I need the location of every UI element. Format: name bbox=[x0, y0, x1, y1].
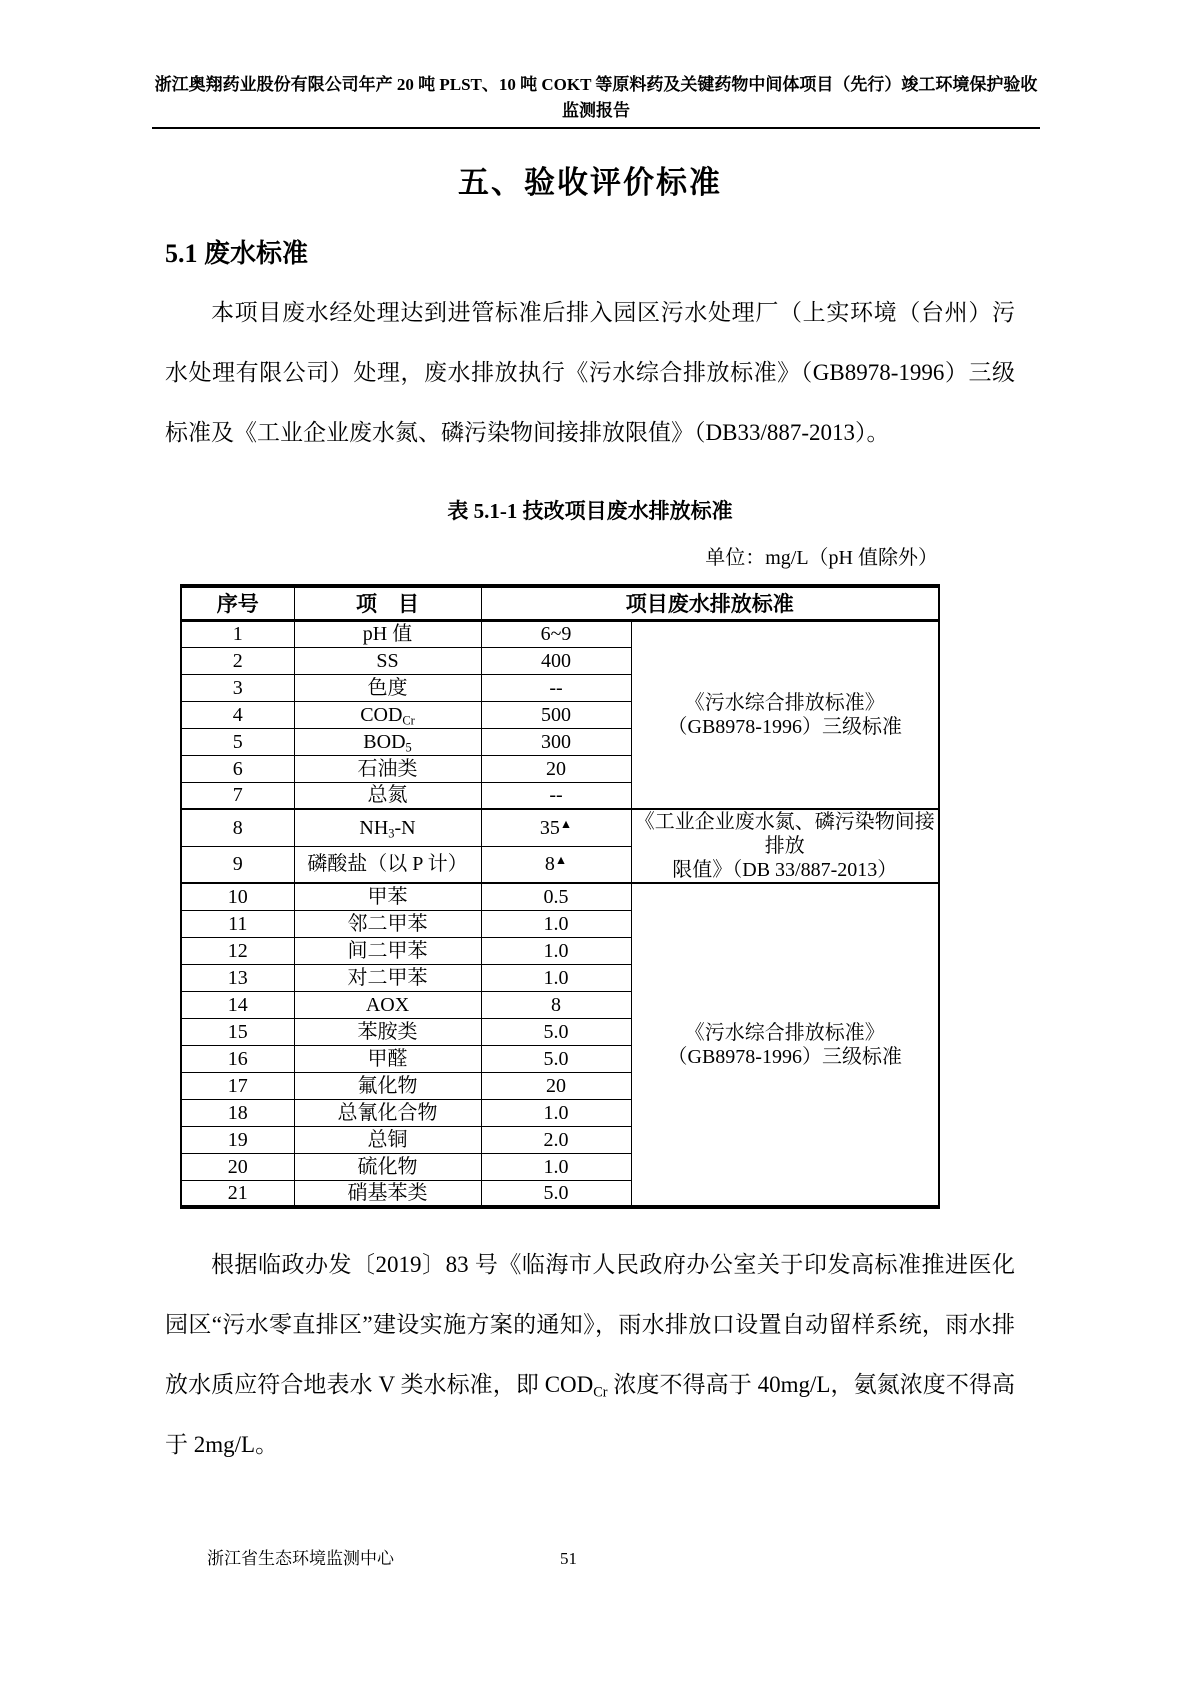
value-cell bbox=[481, 1045, 631, 1072]
value-cell bbox=[481, 1018, 631, 1045]
text-segment: -- bbox=[549, 676, 563, 699]
item-cell bbox=[294, 809, 481, 846]
standard-line: 《污水综合排放标准》 bbox=[684, 691, 885, 714]
index-cell: 9 bbox=[181, 846, 294, 883]
sub-text: 5 bbox=[405, 740, 412, 755]
sub-text: 3 bbox=[388, 826, 395, 841]
item-cell bbox=[294, 910, 481, 937]
item-cell bbox=[294, 620, 481, 647]
paragraph-rainwater bbox=[165, 1235, 1015, 1475]
value-cell bbox=[481, 755, 631, 782]
text-segment: 35 bbox=[539, 816, 560, 839]
text-segment: 总铜 bbox=[367, 1128, 408, 1151]
value-cell bbox=[481, 910, 631, 937]
value-cell bbox=[481, 937, 631, 964]
item-cell bbox=[294, 846, 481, 883]
standard-line: 限值》（DB 33/887-2013） bbox=[672, 859, 898, 881]
text-segment: 甲苯 bbox=[367, 885, 408, 908]
item-cell bbox=[294, 883, 481, 910]
text-segment: SS bbox=[376, 649, 399, 672]
item-cell bbox=[294, 1153, 481, 1180]
text-segment: 1.0 bbox=[543, 912, 569, 935]
standard-cell bbox=[631, 809, 939, 883]
page-content bbox=[165, 161, 1015, 1475]
value-cell bbox=[481, 1153, 631, 1180]
sub-text: Cr bbox=[402, 713, 415, 728]
value-cell bbox=[481, 1126, 631, 1153]
index-cell: 15 bbox=[181, 1018, 294, 1045]
sup-text: ▲ bbox=[554, 853, 568, 868]
standard-line: 《工业企业废水氮、磷污染物间接排放 bbox=[634, 811, 935, 857]
standard-line: 《污水综合排放标准》 bbox=[684, 1021, 885, 1044]
index-cell: 18 bbox=[181, 1099, 294, 1126]
text-segment: 硝基苯类 bbox=[347, 1181, 428, 1204]
value-cell bbox=[481, 728, 631, 755]
item-cell bbox=[294, 674, 481, 701]
value-cell bbox=[481, 782, 631, 809]
footer-organization: 浙江省生态环境监测中心 bbox=[207, 1549, 394, 1568]
text-segment: 浓度不得高于 40mg/L，氨氮浓度不得高于 2mg/L。 bbox=[165, 1372, 1015, 1457]
text-segment: 1.0 bbox=[543, 1101, 569, 1124]
table-row bbox=[181, 809, 939, 846]
text-segment: 20 bbox=[546, 757, 566, 780]
text-segment: pH 值 bbox=[362, 623, 413, 645]
index-cell: 5 bbox=[181, 728, 294, 755]
text-segment: 色度 bbox=[367, 676, 408, 699]
text-segment: COD bbox=[360, 703, 403, 726]
text-segment: 硫化物 bbox=[357, 1155, 418, 1178]
index-cell: 7 bbox=[181, 782, 294, 809]
text-segment: 1.0 bbox=[543, 939, 569, 962]
index-cell: 19 bbox=[181, 1126, 294, 1153]
text-segment: 6~9 bbox=[540, 623, 572, 645]
text-segment: 1.0 bbox=[543, 1155, 569, 1178]
text-segment: 根据临政办发〔2019〕83 号《临海市人民政府办公室关于印发高标准推进医化园区“污水零直排区”建设实施方案的通知》，雨水排放口设置自动留样系统，雨水排放水质应符合地表水 V 类水标准，即 COD bbox=[165, 1252, 1015, 1397]
table-body bbox=[181, 620, 939, 1207]
index-cell: 13 bbox=[181, 964, 294, 991]
table-row bbox=[181, 620, 939, 647]
item-cell bbox=[294, 1018, 481, 1045]
text-segment: 20 bbox=[546, 1074, 566, 1097]
item-cell bbox=[294, 1072, 481, 1099]
index-cell: 21 bbox=[181, 1180, 294, 1207]
text-segment: 磷酸盐（以 P 计） bbox=[307, 853, 468, 876]
index-cell: 3 bbox=[181, 674, 294, 701]
paragraph-intro bbox=[165, 283, 1015, 463]
index-cell: 10 bbox=[181, 883, 294, 910]
text-segment: AOX bbox=[365, 993, 410, 1016]
text-segment: 苯胺类 bbox=[357, 1020, 418, 1043]
value-cell bbox=[481, 674, 631, 701]
value-cell bbox=[481, 647, 631, 674]
item-cell bbox=[294, 1126, 481, 1153]
index-cell: 6 bbox=[181, 755, 294, 782]
text-segment: 间二甲苯 bbox=[347, 939, 428, 962]
text-segment: -N bbox=[394, 816, 416, 839]
text-segment: 对二甲苯 bbox=[347, 966, 428, 989]
text-segment: 总氰化合物 bbox=[337, 1101, 438, 1124]
text-segment: 5.0 bbox=[543, 1181, 569, 1204]
index-cell: 8 bbox=[181, 809, 294, 846]
table-header bbox=[181, 586, 939, 620]
index-cell: 11 bbox=[181, 910, 294, 937]
value-cell bbox=[481, 809, 631, 846]
value-cell bbox=[481, 1099, 631, 1126]
index-cell: 17 bbox=[181, 1072, 294, 1099]
index-cell: 1 bbox=[181, 620, 294, 647]
item-cell bbox=[294, 782, 481, 809]
item-cell bbox=[294, 1099, 481, 1126]
index-cell: 20 bbox=[181, 1153, 294, 1180]
text-segment: 邻二甲苯 bbox=[347, 912, 428, 935]
sup-text: ▲ bbox=[559, 816, 573, 831]
text-segment: 甲醛 bbox=[367, 1047, 408, 1070]
item-cell bbox=[294, 1180, 481, 1207]
running-header: 浙江奥翔药业股份有限公司年产 20 吨 PLST、10 吨 COKT 等原料药及关键药物中间体项目（先行）竣工环境保护验收监测报告 bbox=[154, 75, 1038, 120]
index-cell: 2 bbox=[181, 647, 294, 674]
text-segment: 本项目废水经处理达到进管标准后排入园区污水处理厂（上实环境（台州）污水处理有限公司）处理，废水排放执行《污水综合排放标准》（GB8978-1996）三级标准及《工业企业废水氮、磷污染物间接排放限值》（DB33/887-2013）。 bbox=[165, 300, 1015, 445]
page-title: 五、验收评价标准 bbox=[458, 165, 722, 200]
sub-text: Cr bbox=[593, 1384, 608, 1401]
table-header-row bbox=[181, 586, 939, 620]
item-cell bbox=[294, 937, 481, 964]
item-cell bbox=[294, 701, 481, 728]
value-cell bbox=[481, 620, 631, 647]
unit-note: 单位：mg/L（pH 值除外） bbox=[705, 547, 938, 569]
index-cell: 14 bbox=[181, 991, 294, 1018]
section-heading: 5.1 废水标准 bbox=[165, 239, 309, 268]
text-segment: BOD bbox=[363, 730, 406, 753]
item-cell bbox=[294, 755, 481, 782]
text-segment: 500 bbox=[541, 703, 571, 726]
text-segment: 总氮 bbox=[367, 784, 408, 807]
standard-cell bbox=[631, 620, 939, 809]
table-row bbox=[181, 883, 939, 910]
value-cell bbox=[481, 846, 631, 883]
text-segment: -- bbox=[549, 784, 563, 807]
header-cell-item: 项 目 bbox=[294, 586, 481, 620]
text-segment: 8 bbox=[551, 993, 561, 1016]
standards-table bbox=[180, 584, 940, 1209]
item-cell bbox=[294, 647, 481, 674]
header-cell-index: 序号 bbox=[181, 586, 294, 620]
text-segment: 2.0 bbox=[543, 1128, 569, 1151]
text-segment: 5.0 bbox=[543, 1047, 569, 1070]
value-cell bbox=[481, 701, 631, 728]
standard-cell bbox=[631, 883, 939, 1207]
text-segment: 400 bbox=[541, 649, 571, 672]
text-segment: 1.0 bbox=[543, 966, 569, 989]
index-cell: 4 bbox=[181, 701, 294, 728]
value-cell bbox=[481, 964, 631, 991]
standard-line: （GB8978-1996）三级标准 bbox=[667, 715, 902, 738]
item-cell bbox=[294, 1045, 481, 1072]
text-segment: 5.0 bbox=[543, 1020, 569, 1043]
index-cell: 16 bbox=[181, 1045, 294, 1072]
value-cell bbox=[481, 1072, 631, 1099]
item-cell bbox=[294, 728, 481, 755]
value-cell bbox=[481, 991, 631, 1018]
standard-line: （GB8978-1996）三级标准 bbox=[667, 1045, 902, 1068]
page-number: 51 bbox=[560, 1549, 577, 1568]
header-cell-standard: 项目废水排放标准 bbox=[481, 586, 939, 620]
text-segment: NH bbox=[359, 816, 389, 839]
text-segment: 300 bbox=[541, 730, 571, 753]
text-segment: 8 bbox=[544, 853, 555, 876]
text-segment: 氟化物 bbox=[357, 1074, 418, 1097]
value-cell bbox=[481, 883, 631, 910]
index-cell: 12 bbox=[181, 937, 294, 964]
table-caption: 表 5.1-1 技改项目废水排放标准 bbox=[447, 499, 733, 523]
text-segment: 石油类 bbox=[357, 757, 418, 780]
item-cell bbox=[294, 964, 481, 991]
header-rule bbox=[152, 127, 1040, 129]
item-cell bbox=[294, 991, 481, 1018]
value-cell bbox=[481, 1180, 631, 1207]
text-segment: 0.5 bbox=[543, 885, 569, 908]
